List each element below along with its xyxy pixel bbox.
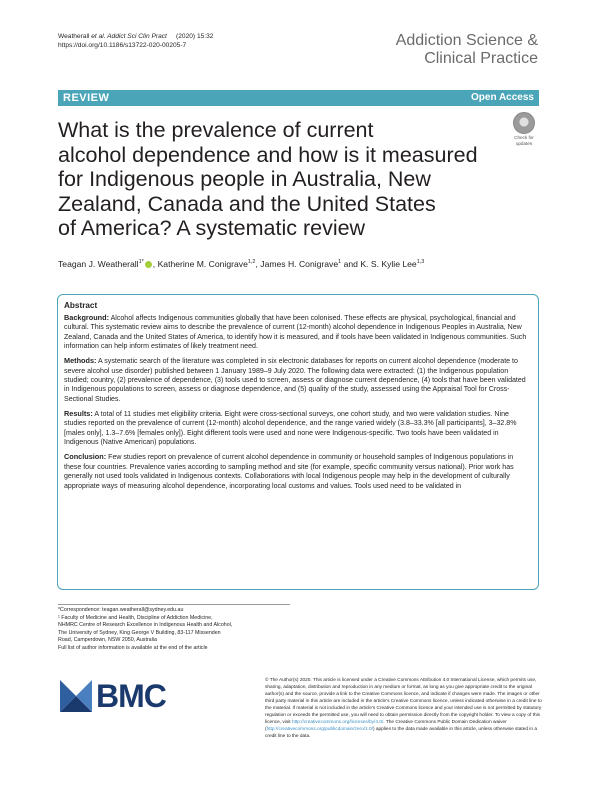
- abstract-box: [57, 294, 539, 590]
- title-line: alcohol dependence and how is it measured: [58, 142, 478, 167]
- footnote-divider: [58, 604, 290, 605]
- author-name[interactable]: Teagan J. Weatherall: [58, 258, 139, 269]
- title-line: for Indigenous people in Australia, New: [58, 167, 431, 191]
- citation-year-volume: (2020) 15:32: [176, 33, 214, 40]
- cc-zero-link[interactable]: http://creativecommons.org/publicdomain/zero/1.0/: [266, 727, 373, 733]
- author-affiliation: 1*: [138, 259, 144, 265]
- abstract-results: [64, 409, 532, 447]
- doi-link[interactable]: https://doi.org/10.1186/s13722-020-00205-7: [58, 42, 187, 49]
- title-line: Zealand, Canada and the United States: [58, 191, 436, 216]
- footnote-line: *Correspondence: teagan.weatherall@sydney.edu.au: [58, 607, 184, 613]
- author-name[interactable]: K. S. Kylie Lee: [360, 258, 417, 269]
- footnote-line: Road, Camperdown, NSW 2050, Australia: [58, 637, 157, 643]
- correspondence-footnote: [58, 607, 298, 652]
- footnote-line: Full list of author information is available at the end of the article: [58, 644, 208, 651]
- bmc-logo-text: BMC: [96, 678, 166, 714]
- title-line: of America? A systematic review: [58, 216, 366, 240]
- author-name[interactable]: James H. Conigrave: [260, 258, 339, 269]
- author-list: Teagan J. Weatherall$^{1*}$ , Katherine M. Conigrave$^{1,2}$, James H. Conigrave$^1$ and K. S. Kylie Lee$^{1,3}$: [58, 258, 425, 269]
- check-for-updates-icon: [513, 112, 535, 134]
- orcid-icon[interactable]: [145, 261, 152, 268]
- section-label: Methods:: [64, 356, 97, 366]
- citation-journal-abbrev: et al. Addict Sci Clin Pract: [91, 33, 167, 40]
- license-text: ) applies to the data made available in this article, unless otherwise stated in a credit line to the data.: [265, 727, 537, 740]
- cc-by-link[interactable]: http://creativecommons.org/licenses/by/4.0/: [291, 720, 384, 726]
- article-type-label: REVIEW: [63, 92, 110, 104]
- license-text: . The Creative Commons Public Domain Dedication waiver (: [265, 720, 507, 733]
- abstract-heading: Abstract: [64, 301, 98, 310]
- license-text: © The Author(s) 2020. This article is licensed under a Creative Commons Attribution 4.0 International License, which permits use, sharing, adaptation, distribution and reproduction in any medium or format, as long as you give appropriate credit to the original author(s) and the source, provide a link to the Creative Commons licence, and indicate if changes were made. The images or other third party material in this article are included in the article's Creative Commons licence, unless indicated otherwise in a credit line to the material. If material is not included in the article's Creative Commons licence and your intended use is not permitted by statutory regulation or exceeds the permitted use, you will need to obtain permission directly from the copyright holder. To view a copy of this licence, visit: [265, 678, 542, 726]
- citation-author: Weatherall: [58, 33, 90, 40]
- bmc-logo[interactable]: [60, 676, 180, 716]
- check-for-updates-badge[interactable]: [509, 112, 539, 146]
- section-label: Conclusion:: [64, 452, 107, 462]
- article-type-banner: [58, 90, 539, 106]
- section-text: Alcohol affects Indigenous communities globally that have been colonised. These effects are physical, psychological, financial and cultural. This systematic review aims to describe the prevalence of current (12-month) alcohol dependence in Indigenous Peoples in Australia, New Zealand, Canada and the United States of America, to identify how it is measured, and if tools have been validated in Indigenous communities. Such information can help inform estimates of likely treatment need.: [64, 315, 527, 351]
- footnote-line: NHMRC Centre of Research Excellence in Indigenous Health and Alcohol,: [58, 622, 233, 628]
- journal-name: [396, 32, 538, 68]
- journal-name-line-1: Addiction Science &: [395, 32, 538, 49]
- section-text: A total of 11 studies met eligibility criteria. Eight were cross-sectional surveys, one cohort study, and two were validation studies. Nine studies reported on the prevalence of current (12-month) alcohol dependence, and the range varied widely (3.8–33.3% [all participants], 3–32.8% [males only], 1.3–7.6% [females only]). Eight different tools were used and none were Indigenous-specific. Two tools have been validated in Indigenous (Native American) populations.: [64, 411, 517, 447]
- author-affiliation: 1: [338, 259, 342, 265]
- section-text: A systematic search of the literature was completed in six electronic databases for reports on current alcohol dependence (moderate to severe alcohol use disorder) published between 1 January 1989–9 July 2020. The following data were extracted: (1) the Indigenous population studied; country, (2) prevalence of dependence, (3) tools used to screen, assess or diagnose current dependence, (4) tools that have been validated in Indigenous populations to screen, assess or diagnose dependence, and (5) quality of the study, assessed using the Appraisal Tool for Cross-Sectional Studies.: [64, 358, 526, 403]
- article-title: [58, 118, 488, 241]
- journal-name-line-2: Clinical Practice: [424, 50, 538, 67]
- bmc-logo-icon: [60, 676, 92, 712]
- abstract-methods: [64, 356, 532, 404]
- citation-line-1: [58, 32, 213, 41]
- open-access-label: Open Access: [471, 92, 534, 103]
- check-for-updates-line-1: Check for: [514, 135, 534, 140]
- footnote-line: ¹ Faculty of Medicine and Health, Discipline of Addiction Medicine,: [58, 614, 213, 621]
- author-affiliation: 1,3: [416, 259, 425, 265]
- section-label: Results:: [64, 409, 93, 419]
- footnote-line: The University of Sydney, King George V Building, 83-117 Missenden: [58, 629, 221, 636]
- abstract-background: [64, 313, 532, 351]
- license-statement: [265, 677, 543, 740]
- abstract-conclusion: [64, 452, 532, 490]
- section-label: Background:: [64, 313, 109, 322]
- author-affiliation: 1,2: [247, 259, 256, 265]
- author-name[interactable]: Katherine M. Conigrave: [157, 258, 248, 269]
- section-text: Few studies report on prevalence of current alcohol dependence in community or household samples of Indigenous populations in these four countries. Prevalence varies according to sampling method and site (for example, specific community versus national). Prior work has generally not used tools validated in Indigenous contexts. Collaborations with local Indigenous people may help in the development of culturally appropriate ways of measuring alcohol dependence, incorporating local customs and values. Tools used need to be validated in: [64, 454, 514, 490]
- check-for-updates-line-2: updates: [515, 141, 533, 146]
- citation-header: [58, 32, 213, 50]
- title-line: What is the prevalence of current: [58, 118, 374, 142]
